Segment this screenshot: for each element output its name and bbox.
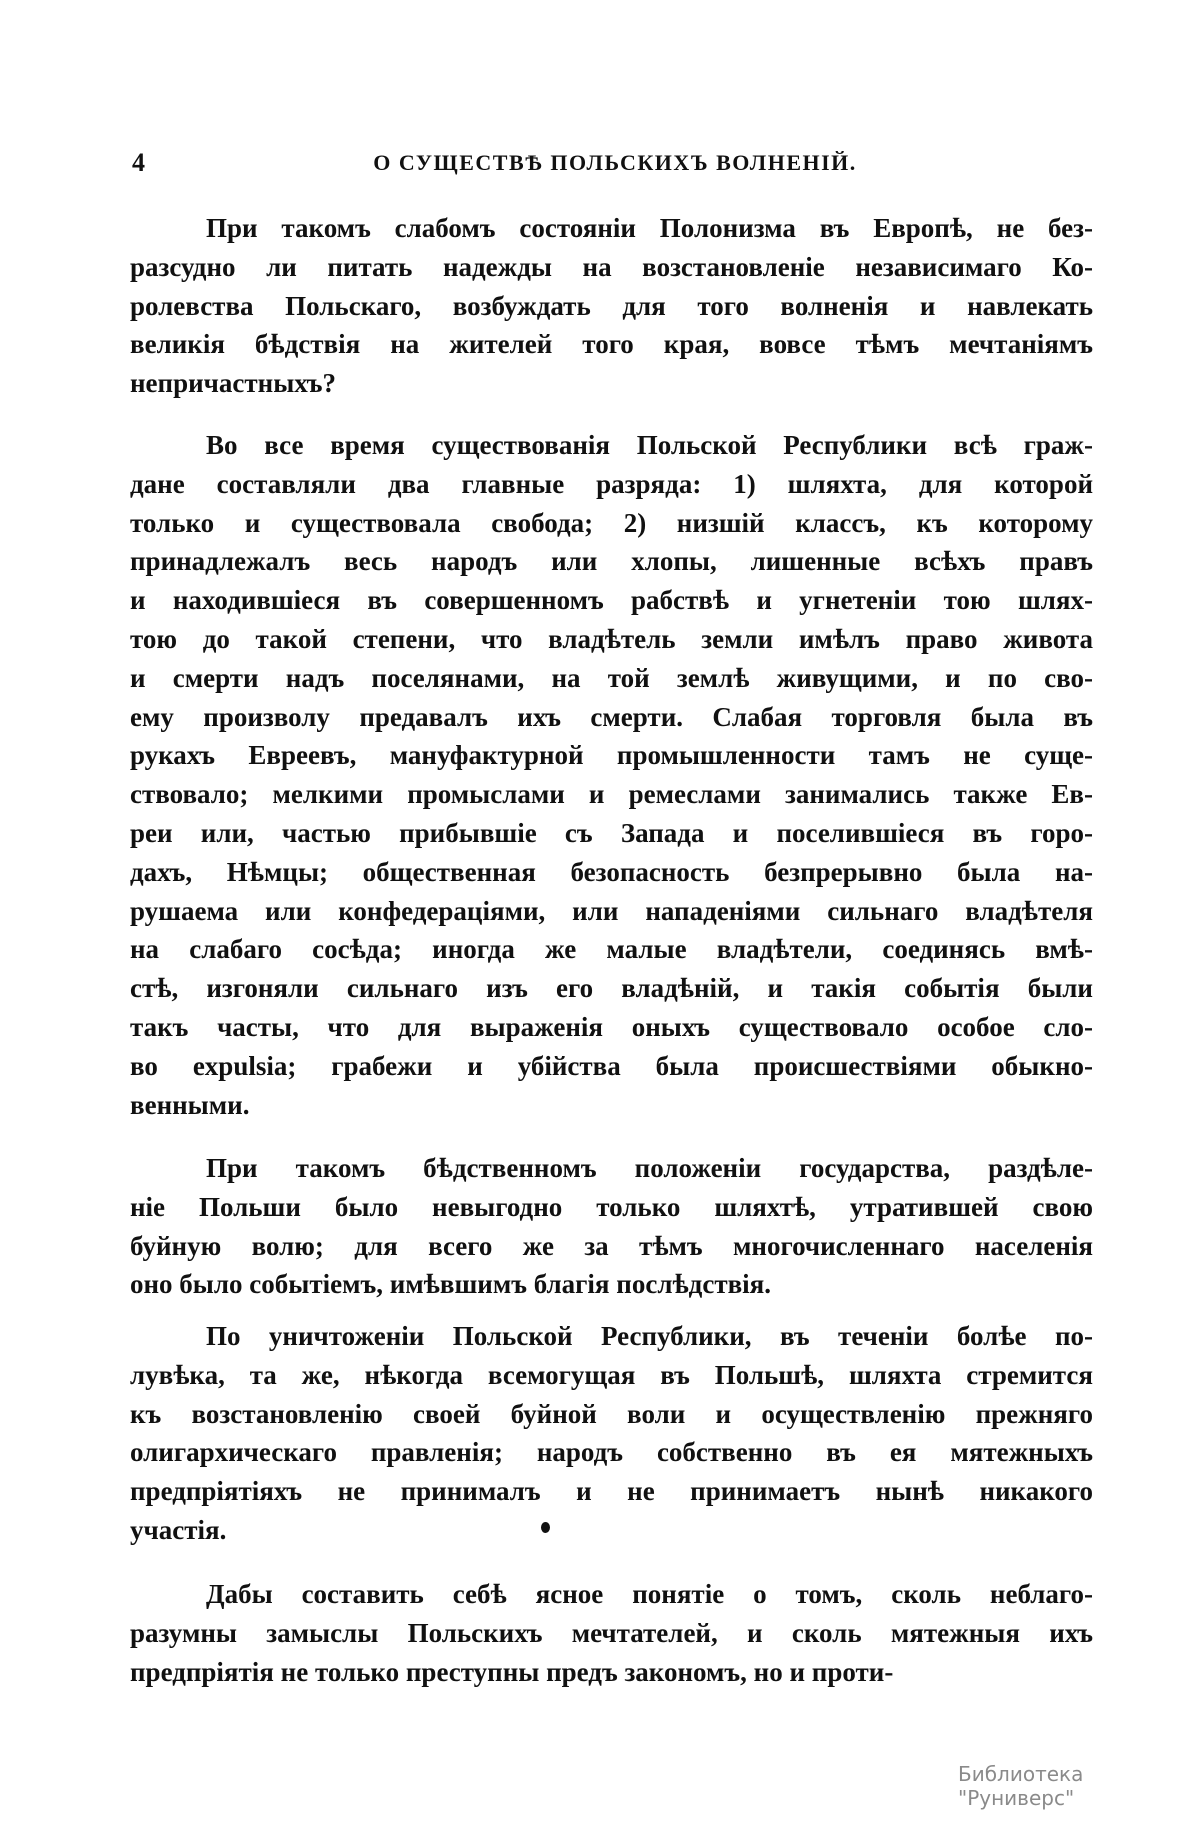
text-line: При такомъ слабомъ состояніи Полонизма въ Европѣ, не без- bbox=[206, 213, 1093, 243]
text-line: По уничтоженіи Польской Республики, въ теченіи болѣе по- bbox=[206, 1321, 1093, 1351]
running-title: О СУЩЕСТВѢ ПОЛЬСКИХЪ ВОЛНЕНІЙ. bbox=[373, 150, 857, 175]
text-line: такъ часты, что для выраженія оныхъ существовало особое сло- bbox=[130, 1011, 1093, 1042]
text-line: ролевства Польскаго, возбуждать для того волненія и навлекать bbox=[130, 290, 1093, 321]
text-line: принадлежалъ весь народъ или хлопы, лишенные всѣхъ правъ bbox=[130, 546, 1093, 577]
text-line: во expulsia; грабежи и убійства была происшествіями обыкно- bbox=[130, 1050, 1093, 1081]
text-line: Во все время существованія Польской Республики всѣ граж- bbox=[206, 430, 1093, 460]
text-line: предпріятія не только преступны предъ закономъ, но и проти- bbox=[130, 1656, 894, 1687]
text-line: буйную волю; для всего же за тѣмъ многочисленнаго населенія bbox=[130, 1230, 1093, 1261]
text-line: дане составляли два главные разряда: 1) шляхта, для которой bbox=[130, 468, 1093, 499]
text-line: участія. bbox=[130, 1514, 227, 1545]
text-line: рушаема или конфедераціями, или нападеніями сильнаго владѣтеля bbox=[130, 895, 1093, 926]
text-line: венными. bbox=[130, 1089, 250, 1120]
text-line: ему произволу предавалъ ихъ смерти. Слабая торговля была въ bbox=[130, 701, 1093, 732]
text-line: только и существовала свобода; 2) низшій классъ, къ которому bbox=[130, 507, 1093, 538]
paragraph-4 bbox=[130, 1317, 1093, 1550]
paragraph-5 bbox=[130, 1575, 1093, 1691]
text-line: тою до такой степени, что владѣтель земли имѣлъ право живота bbox=[130, 623, 1093, 654]
text-line: и находившіеся въ совершенномъ рабствѣ и угнетеніи тою шлях- bbox=[130, 585, 1093, 616]
text-line: разсудно ли питать надежды на возстановленіе независимаго Ко- bbox=[130, 251, 1093, 282]
text-line: При такомъ бѣдственномъ положеніи государства, раздѣле- bbox=[206, 1153, 1093, 1183]
text-line: и смерти надъ поселянами, на той землѣ живущими, и по сво- bbox=[130, 662, 1093, 693]
text-line: разумны замыслы Польскихъ мечтателей, и сколь мятежныя ихъ bbox=[130, 1617, 1093, 1648]
page-number: 4 bbox=[132, 148, 145, 177]
text-line: Дабы составить себѣ ясное понятіе о томъ, сколь неблаго- bbox=[206, 1579, 1093, 1609]
text-line: на слабаго сосѣда; иногда же малые владѣтели, соединясь вмѣ- bbox=[130, 934, 1093, 965]
text-line: рукахъ Евреевъ, мануфактурной промышленности тамъ не суще- bbox=[130, 740, 1093, 771]
text-line: стѣ, изгоняли сильнаго изъ его владѣній, и такія событія были bbox=[130, 973, 1093, 1004]
text-line: ствовало; мелкими промыслами и ремеслами занимались также Ев- bbox=[130, 779, 1093, 810]
paragraph-3 bbox=[130, 1149, 1093, 1304]
ink-speck bbox=[541, 1522, 550, 1533]
text-line: оно было событіемъ, имѣвшимъ благія послѣдствія. bbox=[130, 1269, 772, 1300]
text-line: дахъ, Нѣмцы; общественная безопасность безпрерывно была на- bbox=[130, 856, 1093, 887]
text-line: великія бѣдствія на жителей того края, вовсе тѣмъ мечтаніямъ bbox=[130, 329, 1093, 360]
text-line: къ возстановленію своей буйной воли и осуществленію прежняго bbox=[130, 1398, 1093, 1429]
text-line: непричастныхъ? bbox=[130, 368, 336, 399]
text-line: олигархическаго правленія; народъ собственно въ ея мятежныхъ bbox=[130, 1437, 1093, 1468]
text-line: ніе Польши было невыгодно только шляхтѣ, утратившей свою bbox=[130, 1191, 1093, 1222]
text-line: лувѣка, та же, нѣкогда всемогущая въ Польшѣ, шляхта стремится bbox=[130, 1359, 1093, 1390]
paragraph-1 bbox=[130, 209, 1093, 403]
text-line: реи или, частью прибывшіе съ Запада и поселившіеся въ горо- bbox=[130, 817, 1093, 848]
library-watermark: Библиотека "Руниверс" bbox=[958, 1762, 1084, 1810]
text-line: предпріятіяхъ не принималъ и не принимаетъ нынѣ никакого bbox=[130, 1476, 1093, 1507]
paragraph-2 bbox=[130, 426, 1093, 1124]
